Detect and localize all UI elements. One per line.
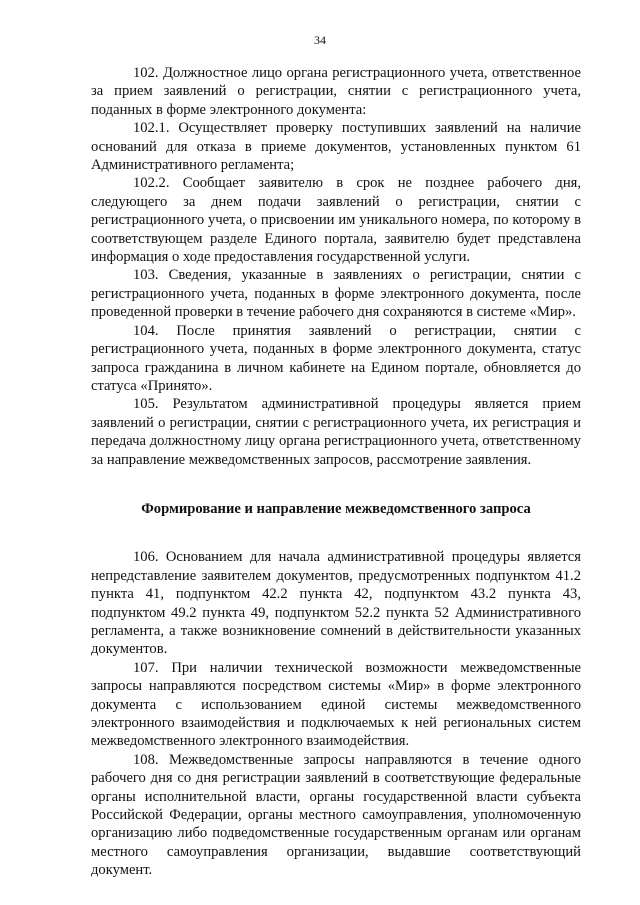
page-number: 34 [314, 33, 326, 47]
paragraph-102: 102. Должностное лицо органа регистрационного учета, ответственное за прием заявлений о регистрации, снятии с регистрационного учета, поданных в форме электронного документа: [91, 65, 581, 118]
paragraph-108: 108. Межведомственные запросы направляются в течение одного рабочего дня со дня регистрации заявлений в соответствующие федеральные органы исполнительной власти, органы государственной власти субъекта Российской Федерации, органы местного самоуправления, уполномоченную организацию либо подведомственные государственным органам или органам местного самоуправления организации, выдавшие соответствующий документ. [91, 751, 581, 879]
paragraph-103: 103. Сведения, указанные в заявлениях о регистрации, снятии с регистрационного учета, поданных в форме электронного документа, после проведенной проверки в течение рабочего дня сохраняются в системе «Мир». [91, 267, 581, 321]
paragraph-106: 106. Основанием для начала административной процедуры является непредставление заявителем документов, предусмотренных подпунктом 41.2 пункта 41, подпунктом 42.2 пункта 42, подпунктом 43.2 пункта 43, подпунктом 49.2 пункта 49, подпунктом 52.2 пункта 52 Административного регламента, а также возникновение сомнений в действительности указанных документов. [91, 549, 581, 658]
section-heading: Формирование и направление межведомственного запроса [141, 500, 531, 517]
paragraphs-before-heading [91, 64, 581, 469]
paragraph-102-2: 102.2. Сообщает заявителю в срок не позднее рабочего дня, следующего за днем подачи заявлений о регистрации, снятии с регистрационного учета, о присвоении им уникального номера, по которому в соответствующем разделе Единого портала, заявителю будет представлена информация о ходе предоставления государственной услуги. [91, 175, 581, 266]
document-body [91, 64, 581, 880]
paragraph-104: 104. После принятия заявлений о регистрации, снятии с регистрационного учета, поданных в форме электронного документа, статус запроса гражданина в личном кабинете на Едином портале, обновляется до статуса «Принято». [91, 322, 581, 394]
paragraph-102-1: 102.1. Осуществляет проверку поступивших заявлений на наличие оснований для отказа в приеме документов, установленных пунктом 61 Административного регламента; [91, 120, 581, 174]
paragraph-107: 107. При наличии технической возможности межведомственные запросы направляются посредством системы «Мир» в форме электронного документа с использованием единой системы межведомственного электронного взаимодействия и подключаемых к ней региональных систем межведомственного электронного взаимодействия. [91, 659, 581, 750]
paragraph-105: 105. Результатом административной процедуры является прием заявлений о регистрации, снятии с регистрационного учета, их регистрация и передача должностному лицу органа регистрационного учета, ответственному за направление межведомственных запросов, рассмотрение заявления. [91, 396, 581, 468]
paragraphs-after-heading [91, 548, 581, 879]
